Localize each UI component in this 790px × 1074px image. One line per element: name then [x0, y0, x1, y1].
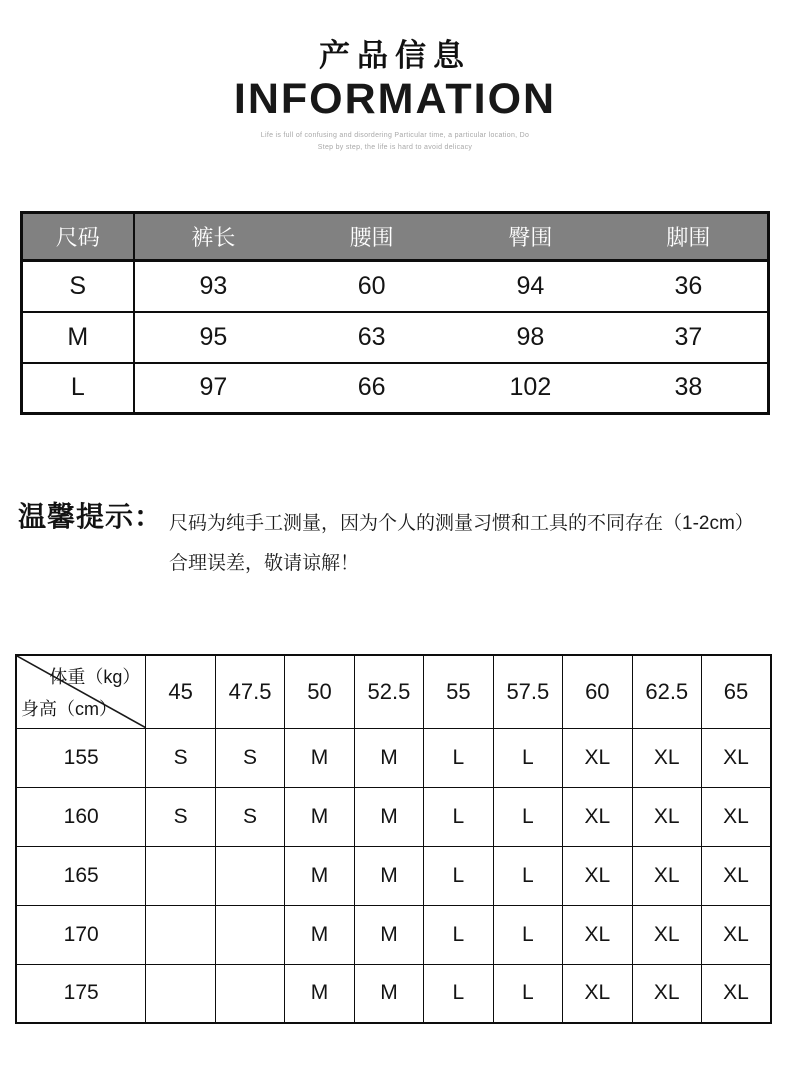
- size-value-cell: M: [285, 787, 354, 846]
- height-row-155: [16, 728, 771, 787]
- pants-length-cell: 95: [134, 312, 293, 363]
- weight-col-header: 62.5: [632, 655, 701, 728]
- height-row-160: [16, 787, 771, 846]
- size-value-cell: L: [424, 846, 493, 905]
- pants-length-cell: 97: [134, 363, 293, 414]
- size-value-cell: L: [424, 905, 493, 964]
- hip-col-header: 臀围: [451, 213, 610, 261]
- size-label-cell: L: [22, 363, 134, 414]
- height-row-header: 170: [16, 905, 146, 964]
- size-row-l: [22, 363, 769, 414]
- subtitle-line-1: Life is full of confusing and disordering Particular time, a particular location, Do: [260, 132, 530, 140]
- size-value-cell: M: [285, 905, 354, 964]
- size-value-cell: L: [493, 846, 562, 905]
- size-label-cell: S: [22, 261, 134, 312]
- size-value-cell: M: [354, 964, 423, 1023]
- height-row-header: 175: [16, 964, 146, 1023]
- height-row-header: 155: [16, 728, 146, 787]
- size-value-cell: [215, 846, 284, 905]
- size-value-cell: XL: [632, 728, 701, 787]
- size-value-cell: S: [146, 787, 215, 846]
- weight-col-header: 50: [285, 655, 354, 728]
- size-chart-table: [20, 211, 770, 415]
- size-label-cell: M: [22, 312, 134, 363]
- size-value-cell: L: [424, 787, 493, 846]
- header-subtitle: [0, 130, 790, 154]
- size-value-cell: XL: [563, 964, 632, 1023]
- height-row-165: [16, 846, 771, 905]
- height-row-header: 160: [16, 787, 146, 846]
- height-row-header: 165: [16, 846, 146, 905]
- size-value-cell: L: [493, 728, 562, 787]
- size-row-m: [22, 312, 769, 363]
- size-value-cell: [215, 905, 284, 964]
- size-value-cell: XL: [701, 787, 771, 846]
- size-value-cell: M: [354, 728, 423, 787]
- size-value-cell: XL: [563, 905, 632, 964]
- size-value-cell: XL: [563, 846, 632, 905]
- weight-col-header: 57.5: [493, 655, 562, 728]
- size-value-cell: S: [146, 728, 215, 787]
- waist-cell: 60: [357, 271, 386, 300]
- waist-cell: 66: [292, 363, 451, 414]
- hip-cell: 102: [451, 363, 610, 414]
- size-value-cell: [215, 964, 284, 1023]
- size-value-cell: [146, 846, 215, 905]
- weight-col-header: 60: [563, 655, 632, 728]
- size-value-cell: M: [285, 846, 354, 905]
- size-value-cell: XL: [632, 787, 701, 846]
- height-weight-size-table: [15, 654, 772, 1024]
- size-value-cell: L: [493, 787, 562, 846]
- leg-opening-cell: 38: [610, 363, 769, 414]
- size-value-cell: M: [285, 964, 354, 1023]
- size-value-cell: L: [424, 728, 493, 787]
- leg-opening-cell: 36: [674, 271, 703, 300]
- weight-header-row: [16, 655, 771, 728]
- size-value-cell: XL: [632, 964, 701, 1023]
- size-value-cell: XL: [632, 905, 701, 964]
- notice-text: [169, 504, 754, 584]
- size-value-cell: [146, 964, 215, 1023]
- size-value-cell: L: [493, 964, 562, 1023]
- size-value-cell: L: [493, 905, 562, 964]
- height-row-170: [16, 905, 771, 964]
- size-value-cell: XL: [701, 964, 771, 1023]
- size-value-cell: M: [354, 905, 423, 964]
- leg-opening-col-header: 脚围: [610, 213, 769, 261]
- size-value-cell: M: [354, 787, 423, 846]
- size-value-cell: XL: [563, 787, 632, 846]
- pants-length-cell: 93: [199, 271, 228, 300]
- weight-col-header: 55: [424, 655, 493, 728]
- size-value-cell: S: [215, 787, 284, 846]
- page-title-chinese: 产品信息: [319, 38, 471, 73]
- page-header: [0, 0, 790, 154]
- pants-length-col-header: 裤长: [134, 213, 293, 261]
- diagonal-corner-cell: [16, 655, 146, 728]
- height-axis-label: 身高（cm）: [21, 698, 117, 719]
- size-value-cell: M: [285, 728, 354, 787]
- measurement-notice: [18, 501, 774, 584]
- size-value-cell: M: [354, 846, 423, 905]
- notice-text-line-2: 合理误差，敬请谅解！: [169, 553, 360, 575]
- size-value-cell: L: [424, 964, 493, 1023]
- size-col-header: 尺码: [22, 213, 134, 261]
- notice-label: 温馨提示：: [18, 501, 164, 533]
- notice-text-line-1: 尺码为纯手工测量，因为个人的测量习惯和工具的不同存在（1-2cm）: [169, 513, 754, 535]
- page-title-english: INFORMATION: [233, 75, 557, 123]
- size-value-cell: XL: [701, 905, 771, 964]
- size-value-cell: XL: [563, 728, 632, 787]
- size-value-cell: S: [215, 728, 284, 787]
- weight-col-header: 45: [146, 655, 215, 728]
- size-value-cell: XL: [701, 846, 771, 905]
- size-value-cell: XL: [701, 728, 771, 787]
- height-row-175: [16, 964, 771, 1023]
- waist-cell: 63: [292, 312, 451, 363]
- size-value-cell: [146, 905, 215, 964]
- weight-col-header: 47.5: [215, 655, 284, 728]
- hip-cell: 98: [451, 312, 610, 363]
- subtitle-line-2: Step by step, the life is hard to avoid delicacy: [317, 144, 473, 152]
- size-row-s: [22, 261, 769, 312]
- weight-axis-label: 体重（kg）: [49, 667, 141, 688]
- weight-col-header: 65: [701, 655, 771, 728]
- waist-col-header: 腰围: [292, 213, 451, 261]
- size-chart-header-row: [22, 213, 769, 261]
- size-value-cell: XL: [632, 846, 701, 905]
- hip-cell: 94: [516, 271, 545, 300]
- weight-col-header: 52.5: [354, 655, 423, 728]
- leg-opening-cell: 37: [610, 312, 769, 363]
